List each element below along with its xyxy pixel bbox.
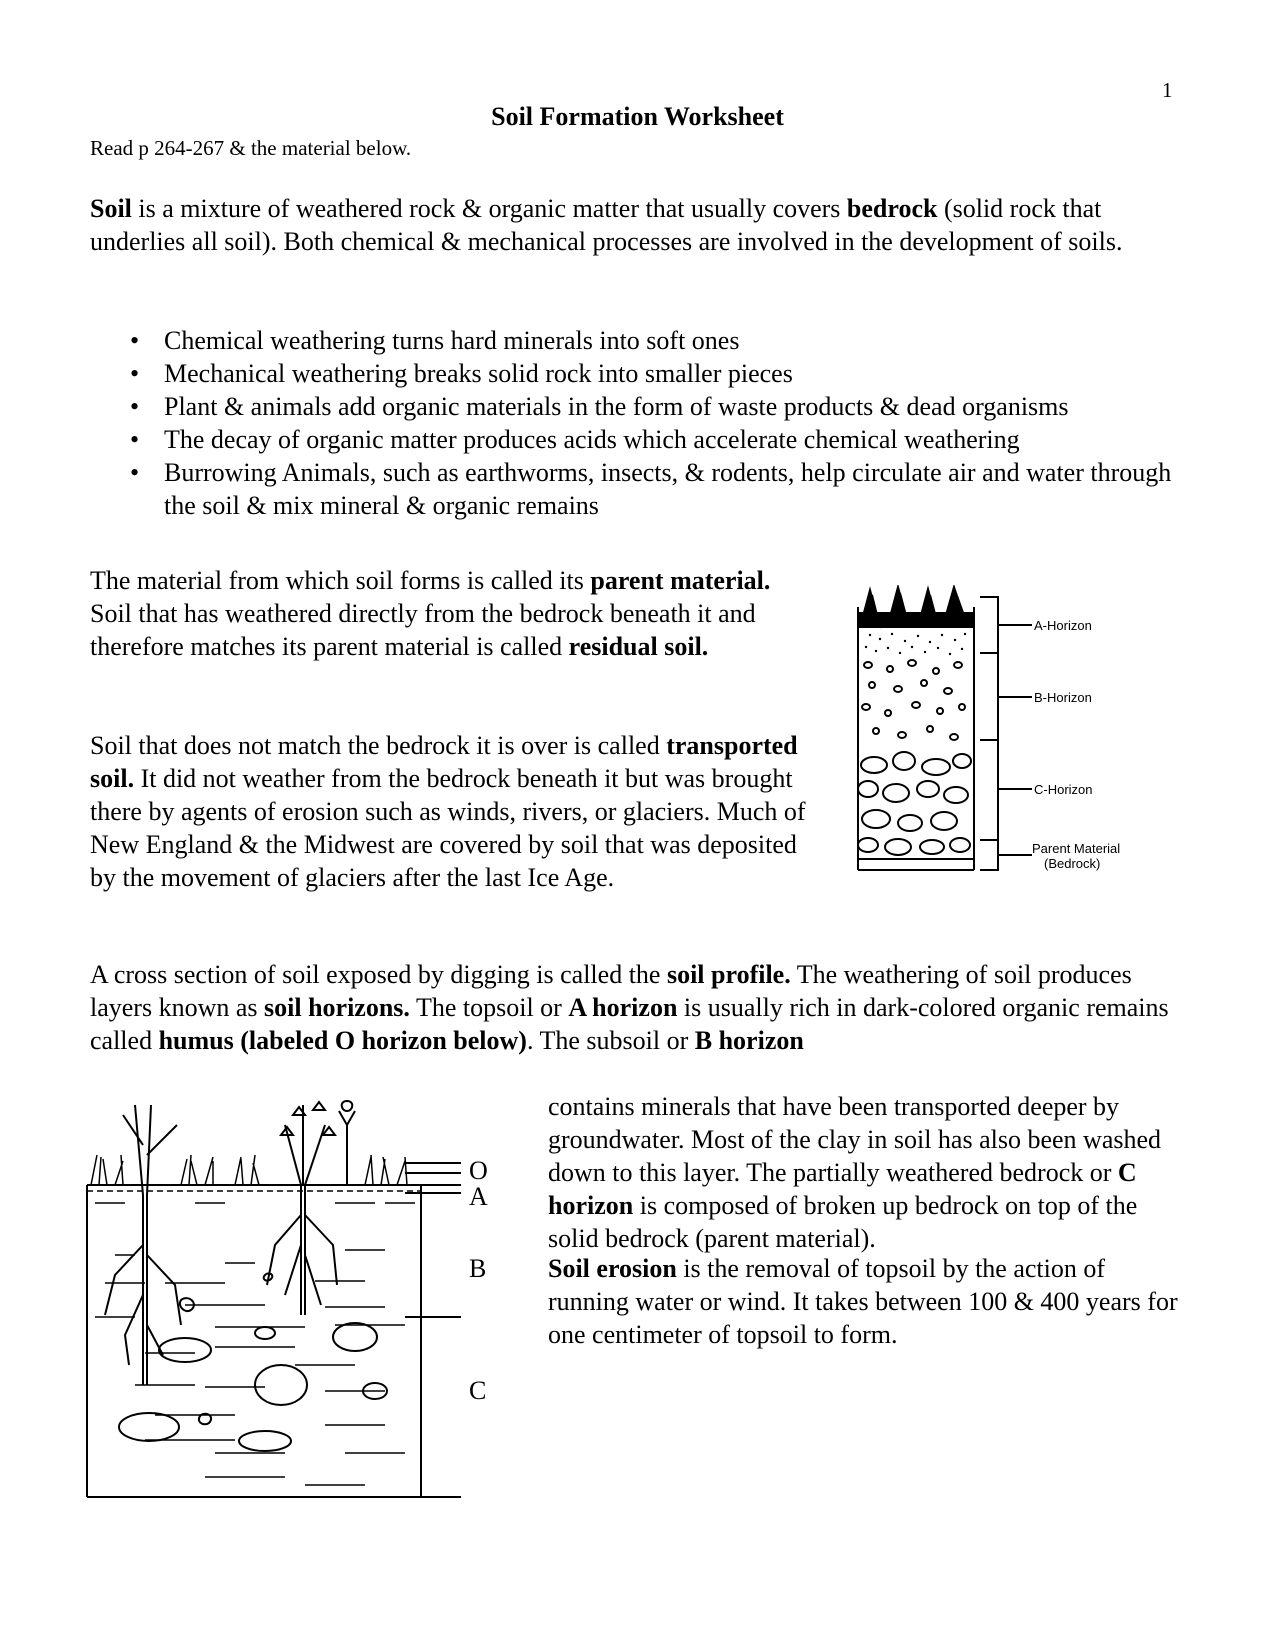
tree-icon bbox=[105, 1105, 181, 1385]
term-a-horizon: A horizon bbox=[568, 993, 678, 1022]
horizon-lines bbox=[405, 1163, 461, 1497]
reading-assignment: Read p 264-267 & the material below. bbox=[90, 136, 412, 160]
list-item: • The decay of organic matter produces acids which accelerate chemical weathering bbox=[90, 423, 1200, 456]
process-list bbox=[90, 324, 1200, 522]
a-horizon-label: A bbox=[469, 1182, 488, 1211]
term-humus: humus (labeled O horizon below) bbox=[158, 1026, 527, 1055]
term-residual-soil: residual soil. bbox=[568, 632, 709, 661]
bedrock-label: (Bedrock) bbox=[1044, 856, 1101, 871]
term-soil: Soil bbox=[90, 194, 132, 223]
soil-profile-illustration bbox=[85, 1085, 525, 1505]
term-parent-material: parent material. bbox=[590, 566, 771, 595]
page-number: 1 bbox=[1162, 78, 1173, 102]
term-bedrock: bedrock bbox=[846, 194, 938, 223]
list-item: • Chemical weathering turns hard minerals into soft ones bbox=[90, 324, 1200, 357]
c-horizon-label: C bbox=[469, 1376, 487, 1405]
parent-material-paragraph: The material from which soil forms is called its parent material. Soil that has weathered directly from the bedrock beneath it and therefore matches its parent material is called residual soil. bbox=[90, 566, 771, 661]
horizon-brackets bbox=[980, 597, 1032, 870]
list-item: • Plant & animals add organic materials in the form of waste products & dead organisms bbox=[90, 390, 1200, 423]
soil-profile-paragraph: A cross section of soil exposed by digging is called the soil profile. The weathering of soil produces layers known as soil horizons. The topsoil or A horizon is usually rich in dark-colored organic remains called humus (labeled O horizon below). The subsoil or B horizon bbox=[90, 960, 1169, 1055]
small-plant-icon bbox=[339, 1101, 355, 1185]
b-horizon-label: B bbox=[469, 1254, 487, 1283]
plant-icons bbox=[858, 587, 974, 627]
soil-erosion-paragraph: Soil erosion is the removal of topsoil by the action of running water or wind. It takes between 100 & 400 years for one centimeter of topsoil to form. bbox=[548, 1254, 1178, 1349]
list-item: • Mechanical weathering breaks solid rock into smaller pieces bbox=[90, 357, 1200, 390]
transported-soil-paragraph: Soil that does not match the bedrock it is over is called transported soil. It did not weather from the bedrock beneath it but was brought there by agents of erosion such as winds, rivers, or glaciers. Much of New England & the Midwest are covered by soil that was deposited by the movement of glaciers after the last Ice Age. bbox=[90, 731, 806, 892]
grass-plant-icon bbox=[267, 1102, 337, 1315]
topsoil-speckle bbox=[865, 633, 966, 655]
parent-material-label: Parent Material bbox=[1032, 841, 1121, 856]
intro-paragraph: Soil is a mixture of weathered rock & organic matter that usually covers bedrock (solid rock that underlies all soil). Both chemical & mechanical processes are involved in the development of soils. bbox=[90, 194, 1123, 256]
page-title: Soil Formation Worksheet bbox=[491, 102, 784, 131]
broken-rock bbox=[858, 752, 971, 855]
o-horizon-label: O bbox=[469, 1156, 488, 1185]
subsoil-pebbles bbox=[862, 660, 965, 740]
term-transported-soil: transported soil. bbox=[90, 731, 798, 793]
term-soil-horizons: soil horizons. bbox=[264, 993, 410, 1022]
term-c-horizon: C horizon bbox=[548, 1158, 1137, 1220]
b-horizon-label: B-Horizon bbox=[1034, 690, 1092, 705]
soil-profile-paragraph-continued: contains minerals that have been transported deeper by groundwater. Most of the clay in soil has also been washed down to this layer. The partially weathered bedrock or C horizon is composed of broken up bedrock on top of the solid bedrock (parent material). bbox=[548, 1092, 1162, 1253]
list-item: • Burrowing Animals, such as earthworms, insects, & rodents, help circulate air and water through the soil & mix mineral & organic remains bbox=[90, 456, 1200, 522]
c-horizon-label: C-Horizon bbox=[1034, 782, 1093, 797]
term-b-horizon: B horizon bbox=[694, 1026, 804, 1055]
term-soil-profile: soil profile. bbox=[666, 960, 791, 989]
term-soil-erosion: Soil erosion bbox=[548, 1254, 677, 1283]
a-horizon-label: A-Horizon bbox=[1034, 618, 1092, 633]
soil-horizon-diagram bbox=[850, 585, 1130, 885]
